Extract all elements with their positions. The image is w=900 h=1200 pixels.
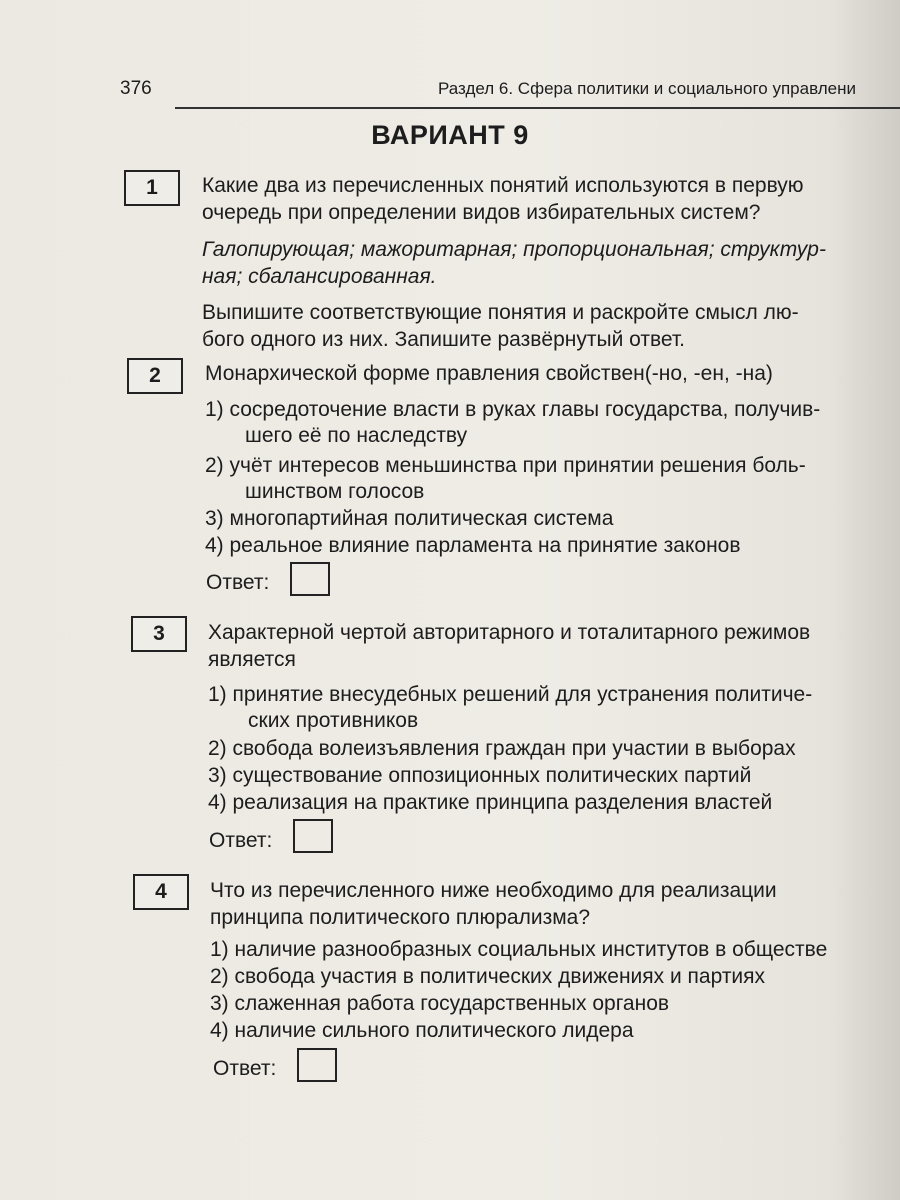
question-3-option: 2) свобода волеизъявления граждан при участии в выборах <box>208 737 796 760</box>
question-2-option-continuation: шинством голосов <box>245 480 425 503</box>
question-4-option: 1) наличие разнообразных социальных институтов в обществе <box>210 938 828 961</box>
answer-box[interactable] <box>293 819 333 853</box>
question-1-terms-line: ная; сбалансированная. <box>202 265 437 288</box>
answer-box[interactable] <box>297 1048 337 1082</box>
question-4-option: 2) свобода участия в политических движениях и партиях <box>210 965 766 988</box>
question-1-instruction-line: бого одного из них. Запишите развёрнутый ответ. <box>202 328 686 351</box>
question-2-option: 1) сосредоточение власти в руках главы государства, получив- <box>205 398 821 421</box>
question-3-option-continuation: ских противников <box>248 709 419 732</box>
question-3-option: 1) принятие внесудебных решений для устранения политиче- <box>208 683 813 706</box>
question-4-text-line: принципа политического плюрализма? <box>210 906 591 929</box>
question-3-option: 4) реализация на практике принципа разделения властей <box>208 791 773 814</box>
question-2-option: 4) реальное влияние парламента на принятие законов <box>205 534 741 557</box>
question-number-box: 1 <box>124 170 180 206</box>
question-4-text-line: Что из перечисленного ниже необходимо для реализации <box>210 879 777 902</box>
question-3-option: 3) существование оппозиционных политических партий <box>208 764 752 787</box>
question-2-text-line: Монархической форме правления свойствен(-но, -ен, -на) <box>205 362 773 385</box>
question-1-text-line: очередь при определении видов избирательных систем? <box>202 201 761 224</box>
answer-label: Ответ: <box>209 829 273 852</box>
answer-box[interactable] <box>290 562 330 596</box>
question-number-box: 3 <box>131 616 187 652</box>
question-1-terms-line: Галопирующая; мажоритарная; пропорциональная; структур- <box>202 238 826 261</box>
running-title: Раздел 6. Сфера политики и социального управлени <box>438 79 856 98</box>
question-2-option: 3) многопартийная политическая система <box>205 507 614 530</box>
question-2-option: 2) учёт интересов меньшинства при принятии решения боль- <box>205 454 806 477</box>
header-rule <box>175 107 900 109</box>
answer-label: Ответ: <box>213 1057 277 1080</box>
question-4-option: 3) слаженная работа государственных органов <box>210 992 670 1015</box>
question-1-text-line: Какие два из перечисленных понятий используются в первую <box>202 174 804 197</box>
question-3-text-line: является <box>208 648 296 671</box>
question-1-instruction-line: Выпишите соответствующие понятия и раскройте смысл лю- <box>202 301 799 324</box>
page-number: 376 <box>120 78 152 99</box>
variant-title: ВАРИАНТ 9 <box>371 120 529 150</box>
page-header <box>120 78 900 108</box>
answer-label: Ответ: <box>206 571 270 594</box>
question-4-option: 4) наличие сильного политического лидера <box>210 1019 634 1042</box>
question-number-box: 4 <box>133 874 189 910</box>
question-2-option-continuation: шего её по наследству <box>245 424 468 447</box>
question-3-text-line: Характерной чертой авторитарного и тоталитарного режимов <box>208 621 811 644</box>
question-number-box: 2 <box>127 358 183 394</box>
